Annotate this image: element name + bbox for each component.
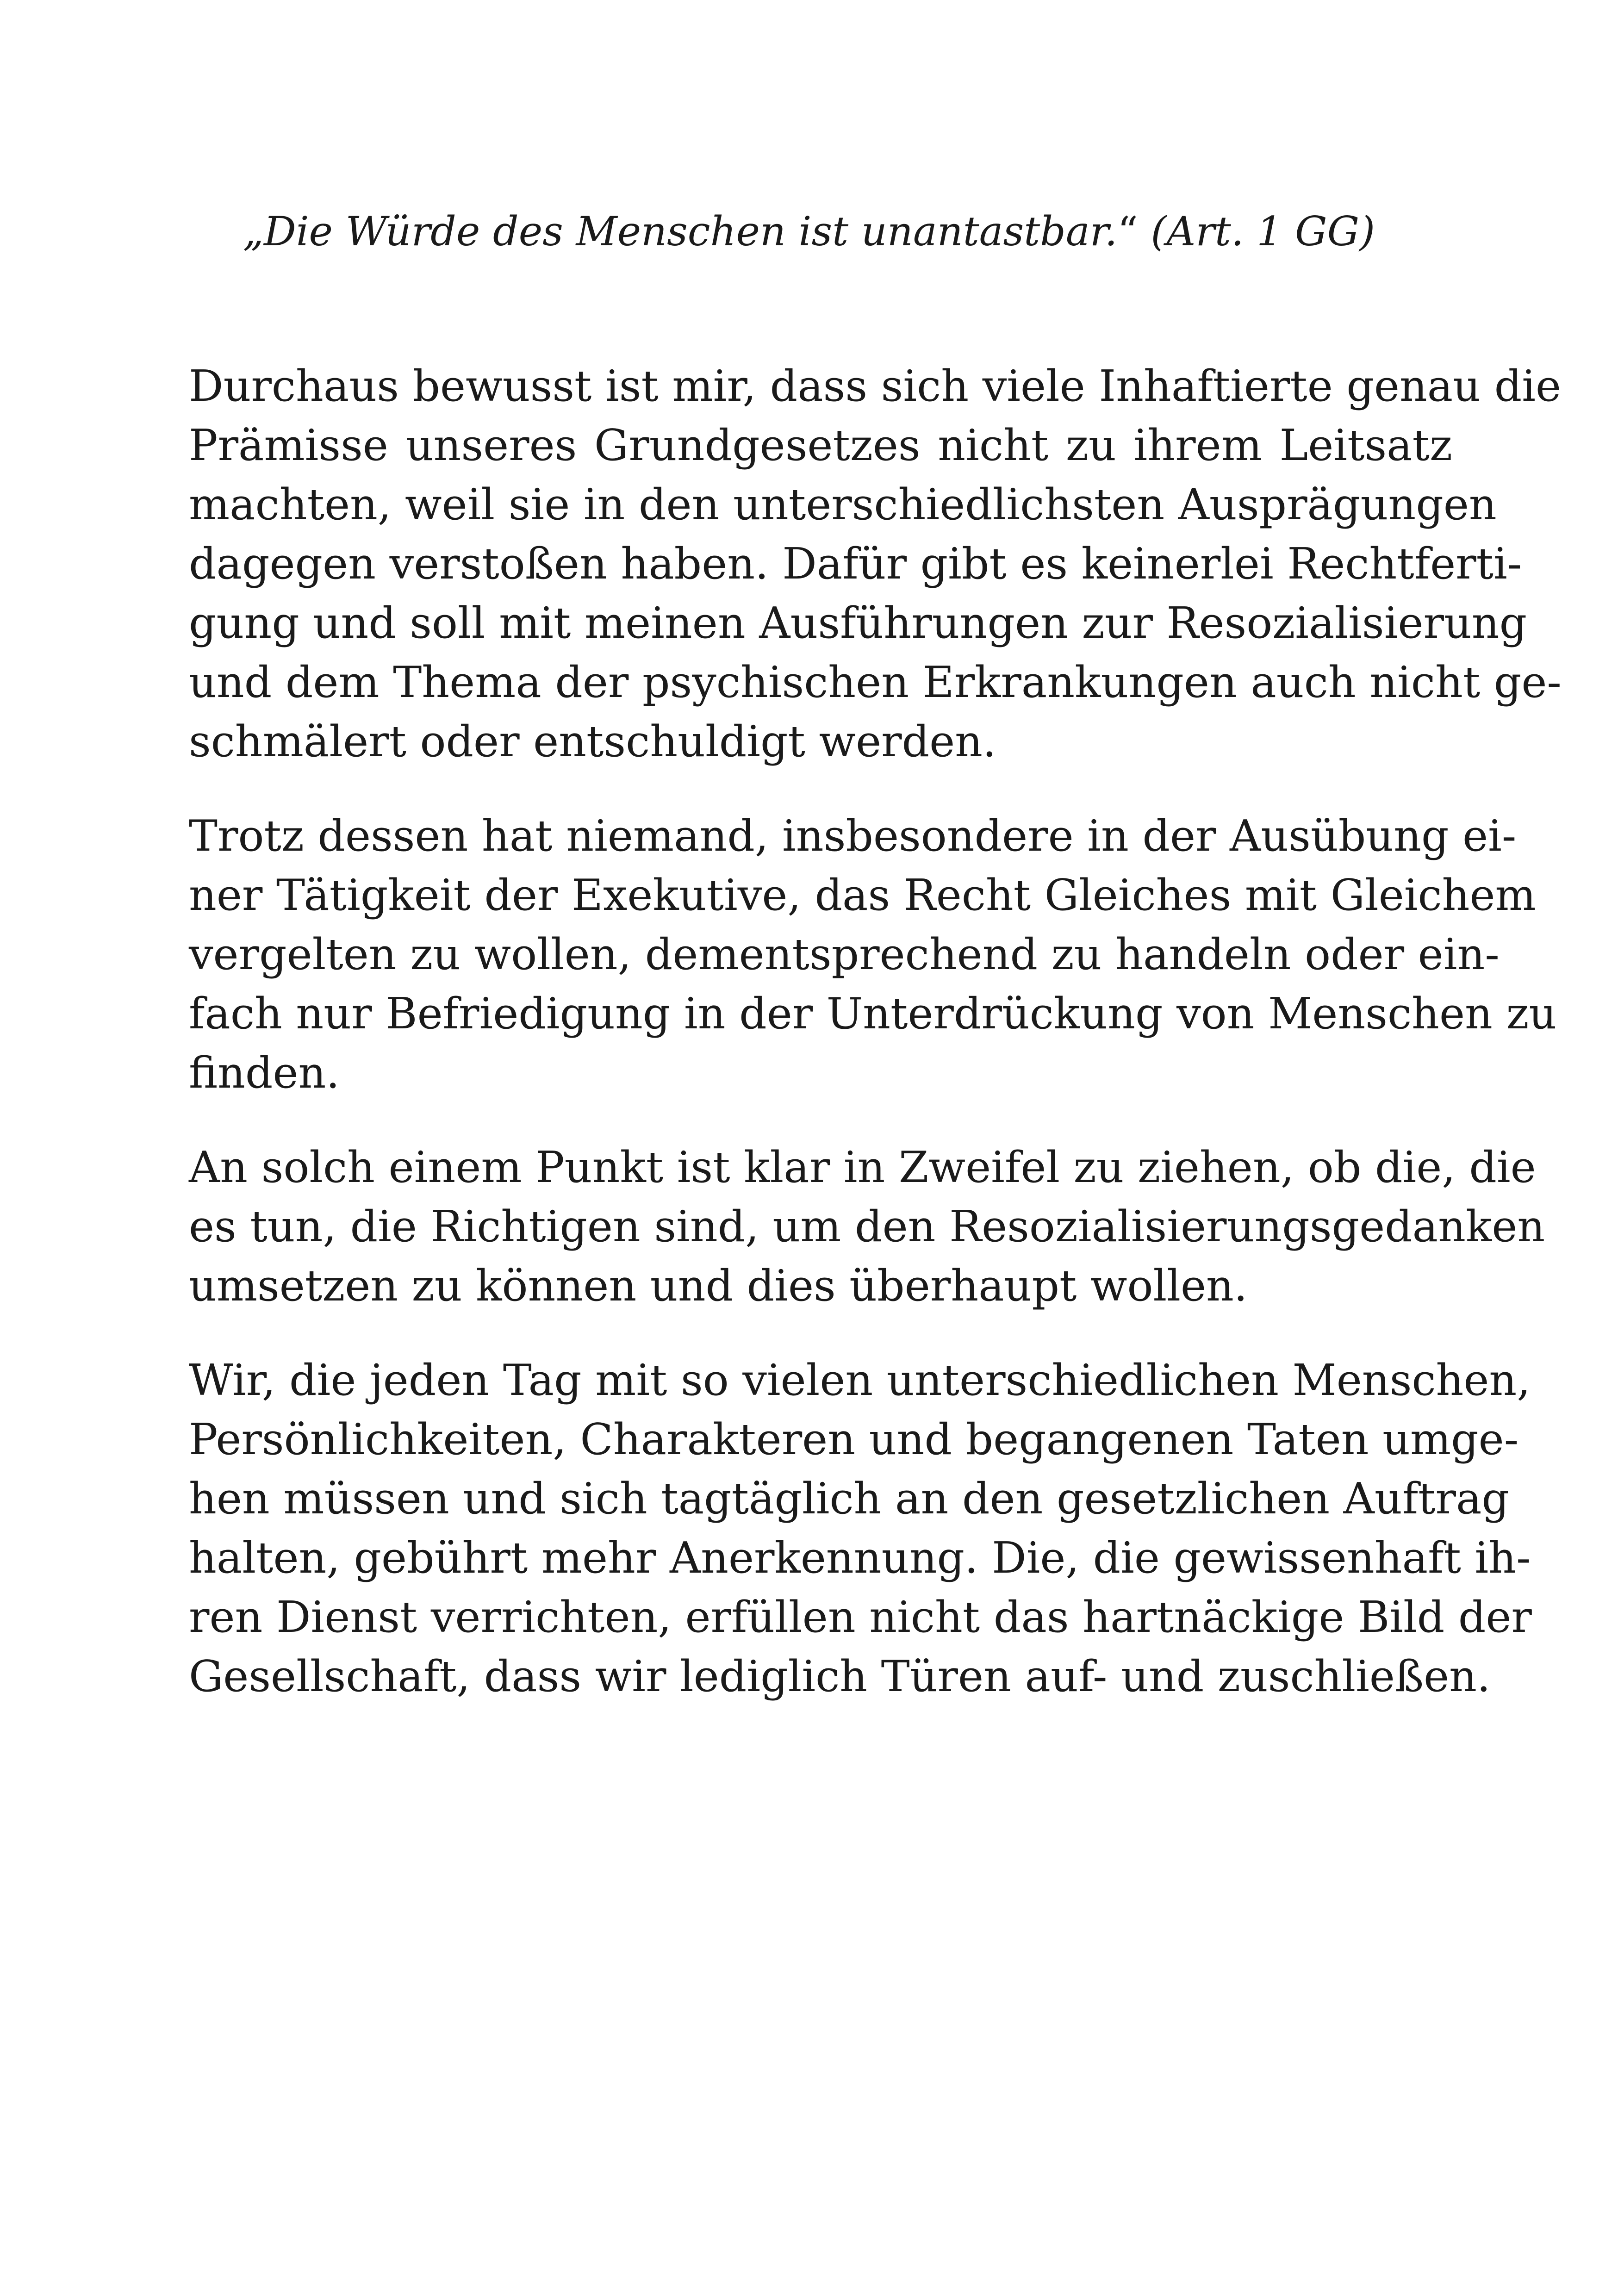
text-line: und dem Thema der psychischen Erkrankungen auch nicht ge-	[189, 657, 1562, 707]
text-line: es tun, die Richtigen sind, um den Resozialisierungsgedanken	[189, 1201, 1545, 1251]
epigraph-source: (Art. 1 GG)	[1151, 208, 1375, 255]
text-line: finden.	[189, 1048, 340, 1098]
text-line: umsetzen zu können und dies überhaupt wollen.	[189, 1261, 1248, 1311]
text-line: gung und soll mit meinen Ausführungen zur Resozialisierung	[189, 598, 1527, 648]
text-line: Durchaus bewusst ist mir, dass sich viele Inhaftierte genau die	[189, 361, 1562, 411]
epigraph	[0, 204, 1618, 259]
text-line: Trotz dessen hat niemand, insbesondere in der Ausübung ei-	[189, 811, 1517, 861]
text-line: dagegen verstoßen haben. Dafür gibt es keinerlei Rechtferti-	[189, 539, 1522, 589]
text-line: vergelten zu wollen, dementsprechend zu handeln oder ein-	[189, 929, 1500, 979]
text-line: ner Tätigkeit der Exekutive, das Recht Gleiches mit Gleichem	[189, 870, 1536, 920]
text-line: hen müssen und sich tagtäglich an den gesetzlichen Auftrag	[189, 1474, 1509, 1524]
epigraph-quote: Die Würde des Menschen ist unantastbar.	[263, 208, 1118, 255]
text-line: An solch einem Punkt ist klar in Zweifel zu ziehen, ob die, die	[189, 1142, 1536, 1192]
text-line: Persönlichkeiten, Charakteren und begangenen Taten umge-	[189, 1414, 1519, 1464]
text-line: Wir, die jeden Tag mit so vielen unterschiedlichen Menschen,	[189, 1355, 1531, 1405]
text-line: halten, gebührt mehr Anerkennung. Die, die gewissenhaft ih-	[189, 1533, 1531, 1583]
text-line: Gesellschaft, dass wir lediglich Türen auf- und zuschließen.	[189, 1651, 1491, 1701]
text-line: schmälert oder entschuldigt werden.	[189, 716, 996, 766]
paragraph	[189, 806, 1557, 1102]
text-line: Prämisse unseres Grundgesetzes nicht zu ihrem Leitsatz	[189, 420, 1452, 470]
epigraph-close-quote: “	[1117, 208, 1138, 255]
text-line: machten, weil sie in den unterschiedlichsten Ausprägungen	[189, 479, 1497, 529]
paragraph	[189, 1138, 1545, 1315]
paragraph	[189, 1350, 1532, 1706]
epigraph-open-quote: „	[243, 208, 264, 255]
paragraph	[189, 356, 1562, 771]
body-text	[189, 356, 1562, 1741]
text-line: ren Dienst verrichten, erfüllen nicht das hartnäckige Bild der	[189, 1592, 1532, 1642]
text-line: fach nur Befriedigung in der Unterdrückung von Menschen zu	[189, 989, 1557, 1039]
